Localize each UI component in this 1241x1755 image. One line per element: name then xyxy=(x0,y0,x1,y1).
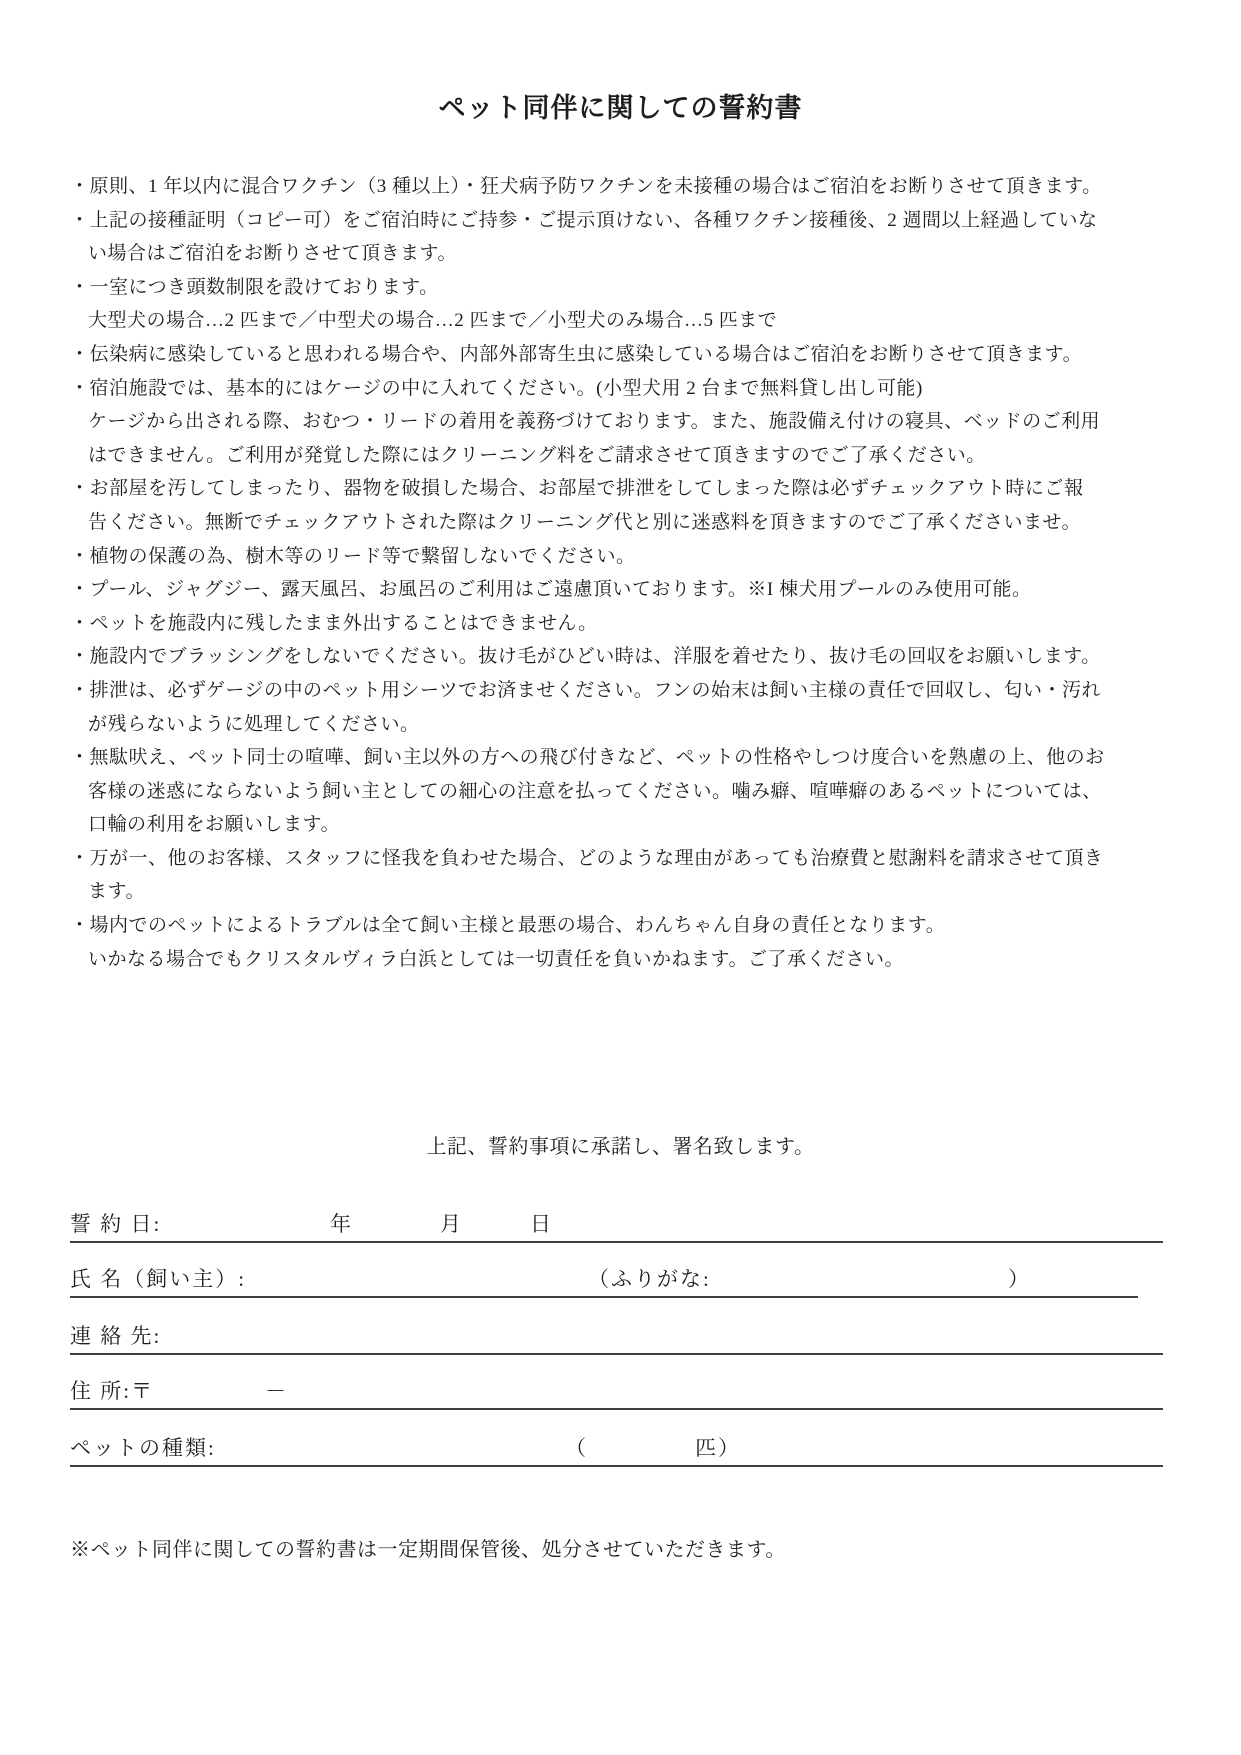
rule-item xyxy=(70,170,1174,204)
rule-item xyxy=(70,338,1174,372)
month-label: 月 xyxy=(440,1212,463,1236)
day-label: 日 xyxy=(530,1212,553,1236)
rule-item xyxy=(70,540,1174,574)
rule-line: ・万が一、他のお客様、スタッフに怪我を負わせた場合、どのような理由があっても治療費と慰謝料を請求させて頂き xyxy=(70,847,1104,869)
rule-line: ・場内でのペットによるトラブルは全て飼い主様と最悪の場合、わんちゃん自身の責任となります。 xyxy=(70,915,946,937)
pet-type-label: ペットの種類: xyxy=(70,1436,216,1460)
contact-field xyxy=(70,1312,1163,1355)
rule-line: 客様の迷惑にならないよう飼い主としての細心の注意を払ってください。噛み癖、喧嘩癖のあるペットについては、 xyxy=(88,780,1102,802)
acknowledgement-text: 上記、誓約事項に承諾し、署名致します。 xyxy=(426,1136,815,1158)
pledge-date-field xyxy=(70,1200,1163,1243)
address-label: 住 所:〒 xyxy=(70,1379,155,1403)
rule-item xyxy=(70,842,1174,909)
rule-line: 大型犬の場合…2 匹まで／中型犬の場合…2 匹まで／小型犬のみ場合…5 匹まで xyxy=(88,310,778,332)
year-label: 年 xyxy=(330,1212,353,1236)
furigana-close-label: ） xyxy=(1008,1267,1031,1291)
rule-line: ・宿泊施設では、基本的にはケージの中に入れてください。(小型犬用 2 台まで無料貸し出し可能) xyxy=(70,377,923,399)
address-field xyxy=(70,1367,1163,1410)
rule-line: ・排泄は、必ずゲージの中のペット用シーツでお済ませください。フンの始末は飼い主様の責任で回収し、匂い・汚れ xyxy=(70,679,1102,701)
rule-line: ・ペットを施設内に残したまま外出することはできません。 xyxy=(70,612,598,634)
rule-line: ・プール、ジャグジー、露天風呂、お風呂のご利用はご遠慮頂いております。※I 棟犬用プールのみ使用可能。 xyxy=(70,579,1032,601)
rule-item xyxy=(70,204,1174,271)
document-title: ペット同伴に関しての誓約書 xyxy=(438,93,803,123)
rule-line: ・原則、1 年以内に混合ワクチン（3 種以上）・狂犬病予防ワクチンを未接種の場合はご宿泊をお断りさせて頂きます。 xyxy=(70,176,1102,197)
pledge-date-label: 誓 約 日: xyxy=(70,1212,162,1236)
pet-count-open: （ xyxy=(565,1436,588,1460)
rule-line: はできません。ご利用が発覚した際にはクリーニング料をご請求させて頂きますのでご了承ください。 xyxy=(88,444,986,466)
rule-line: ・施設内でブラッシングをしないでください。抜け毛がひどい時は、洋服を着せたり、抜け毛の回収をお願いします。 xyxy=(70,646,1101,668)
rule-item xyxy=(70,372,1174,473)
rules-list xyxy=(70,170,1174,976)
rule-line: ・お部屋を汚してしまったり、器物を破損した場合、お部屋で排泄をしてしまった際は必ずチェックアウト時にご報 xyxy=(70,478,1084,500)
rule-line: ・一室につき頭数制限を設けております。 xyxy=(70,276,439,298)
rule-line: 告ください。無断でチェックアウトされた際はクリーニング代と別に迷惑料を頂きますのでご了承くださいませ。 xyxy=(88,511,1081,533)
rule-line: い場合はご宿泊をお断りさせて頂きます。 xyxy=(88,243,457,265)
contact-label: 連 絡 先: xyxy=(70,1324,162,1348)
owner-name-label: 氏 名（飼い主）: xyxy=(70,1267,247,1291)
rule-item xyxy=(70,741,1174,842)
rule-line: 口輪の利用をお願いします。 xyxy=(88,814,340,836)
rule-item xyxy=(70,674,1174,741)
rule-line: ・植物の保護の為、樹木等のリード等で繋留しないでください。 xyxy=(70,545,636,567)
rule-line: ます。 xyxy=(88,881,145,903)
owner-name-field xyxy=(70,1255,1138,1298)
postal-dash: － xyxy=(265,1379,288,1403)
rule-line: ・無駄吠え、ペット同士の喧嘩、飼い主以外の方への飛び付きなど、ペットの性格やしつけ度合いを熟慮の上、他のお xyxy=(70,747,1105,769)
rule-item xyxy=(70,607,1174,641)
pet-count-unit: 匹） xyxy=(695,1436,741,1460)
rule-item xyxy=(70,573,1174,607)
rule-item xyxy=(70,472,1174,539)
rule-item xyxy=(70,271,1174,338)
rule-line: ・上記の接種証明（コピー可）をご宿泊時にご持参・ご提示頂けない、各種ワクチン接種後、2 週間以上経過していな xyxy=(70,209,1098,231)
furigana-open-label: （ふりがな: xyxy=(588,1267,711,1291)
rule-item xyxy=(70,640,1174,674)
rule-line: いかなる場合でもクリスタルヴィラ白浜としては一切責任を負いかねます。ご了承ください。 xyxy=(88,948,904,970)
retention-footnote: ※ペット同伴に関しての誓約書は一定期間保管後、処分させていただきます。 xyxy=(70,1539,786,1561)
rule-line: が残らないように処理してください。 xyxy=(88,713,420,735)
rule-line: ・伝染病に感染していると思われる場合や、内部外部寄生虫に感染している場合はご宿泊をお断りさせて頂きます。 xyxy=(70,343,1083,365)
rule-item xyxy=(70,909,1174,976)
rule-line: ケージから出される際、おむつ・リードの着用を義務づけております。また、施設備え付けの寝具、ベッドのご利用 xyxy=(88,411,1101,433)
pet-type-field xyxy=(70,1424,1163,1467)
